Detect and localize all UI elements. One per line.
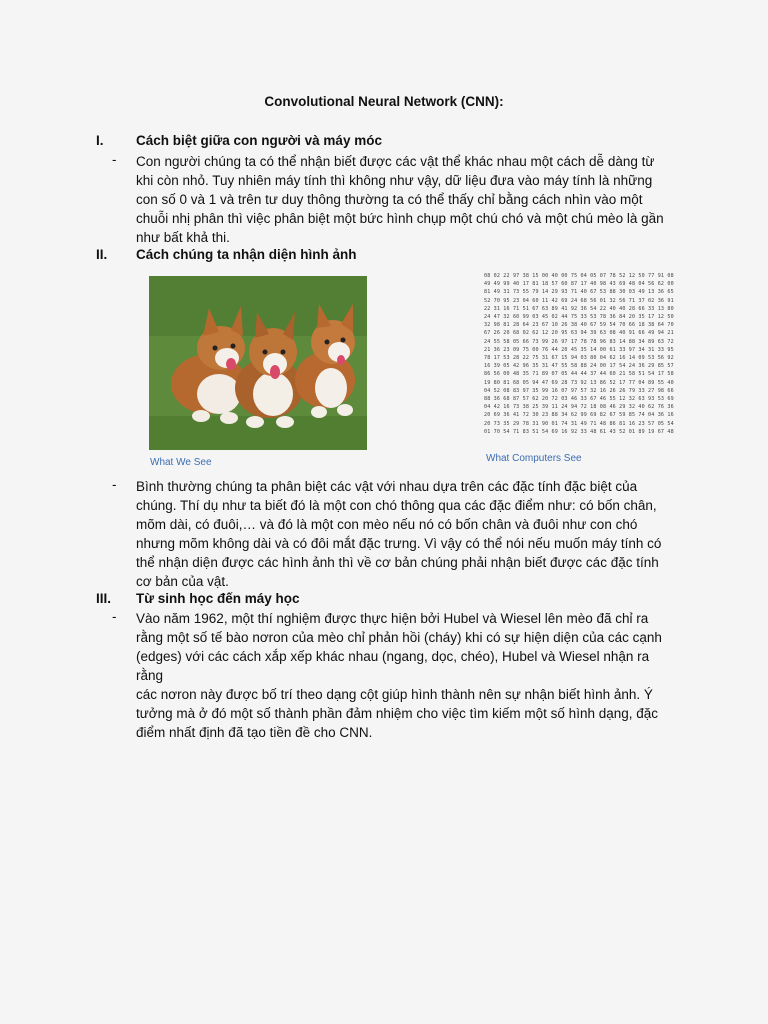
paragraph-2: [136, 477, 676, 591]
number-grid-row: 32 98 81 28 64 23 67 10 26 38 40 67 59 54 70 66 18 38 64 70: [484, 322, 674, 329]
paragraph-line: thể nhận diện được các hình ảnh thì về cơ bản chúng phải nhận biết được các đặc tính: [136, 555, 659, 570]
bullet-dash: -: [112, 609, 117, 624]
number-grid-row: 01 70 54 71 83 51 54 69 16 92 33 48 61 43 52 01 89 19 67 48: [484, 428, 674, 435]
paragraph-line: cơ bản của vật.: [136, 574, 229, 589]
paragraph-line: như bất khả thi.: [136, 230, 230, 245]
paragraph-line: tưởng mà ở đó một số thành phần đảm nhiệm cho việc tìm kiếm một số hình dạng, đặc: [136, 706, 659, 721]
section-heading-text: Từ sinh học đến máy học: [136, 591, 300, 606]
paragraph-line: Bình thường chúng ta phân biệt các vật với nhau dựa trên các đặc tính đặc biệt của: [136, 479, 638, 494]
paragraph-3: [136, 609, 676, 742]
number-grid-row: 08 02 22 97 38 15 00 40 00 75 04 05 07 78 52 12 50 77 91 08: [484, 273, 674, 279]
what-computers-see-caption: What Computers See: [486, 453, 582, 464]
bullet-dash: -: [112, 152, 117, 167]
number-grid-row: 24 55 58 05 66 73 99 26 97 17 78 78 96 83 14 88 34 89 63 72: [484, 338, 674, 345]
paragraph-line: nhưng mõm không dài và có đôi mắt đặc trưng. Vì vậy có thể nói nếu muốn máy tính có: [136, 536, 662, 551]
paragraph-line: rằng một số tế bào nơron của mèo chỉ phản hồi (cháy) khi có sự hiện diện của các cạnh: [136, 630, 662, 645]
number-grid-row: 67 26 20 68 02 62 12 20 95 63 94 39 63 08 40 91 66 49 94 21: [484, 330, 674, 337]
paragraph-line: chúng. Thí dụ như ta biết đó là một con chó thông qua các đặc điểm như: có bốn chân,: [136, 498, 657, 513]
paragraph-line: Con người chúng ta có thể nhận biết được các vật thể khác nhau một cách dễ dàng từ: [136, 154, 655, 169]
paragraph-line: khi còn nhỏ. Tuy nhiên máy tính thì không như vậy, dữ liệu đưa vào máy tính là những: [136, 173, 653, 188]
number-grid-row: 88 36 68 87 57 62 20 72 03 46 33 67 46 55 12 32 63 93 53 69: [484, 396, 674, 403]
number-grid-row: 19 80 81 68 05 94 47 69 28 73 92 13 86 52 17 77 04 89 55 40: [484, 379, 674, 386]
paragraph-line: các nơron này được bố trí theo dạng cột giúp hình thành nên sự nhận biết hình ảnh. Ý: [136, 687, 653, 702]
number-grid-row: 21 36 23 09 75 00 76 44 20 45 35 14 00 61 33 97 34 31 33 95: [484, 346, 674, 353]
bullet-dash: -: [112, 477, 117, 492]
number-grid-row: 78 17 53 28 22 75 31 67 15 94 03 80 04 62 16 14 09 53 56 92: [484, 355, 674, 362]
number-grid-row: 04 52 08 83 97 35 99 16 07 97 57 32 16 26 26 79 33 27 98 66: [484, 387, 674, 394]
number-grid-row: 16 39 05 42 96 35 31 47 55 58 88 24 00 17 54 24 36 29 85 57: [484, 363, 674, 370]
section-number: II.: [96, 247, 108, 262]
dogs-illustration: [149, 276, 367, 450]
number-grid-row: 04 42 16 73 38 25 39 11 24 94 72 18 08 46 29 32 40 62 76 36: [484, 404, 674, 411]
number-grid-row: 86 56 00 48 35 71 89 07 05 44 44 37 44 60 21 58 51 54 17 58: [484, 371, 674, 378]
number-grid-row: 24 47 32 60 99 03 45 02 44 75 33 53 78 36 84 20 35 17 12 50: [484, 314, 674, 321]
number-grid-row: 22 31 16 71 51 67 63 89 41 92 36 54 22 40 40 28 66 33 13 80: [484, 305, 674, 312]
paragraph-line: điểm nhất định đã tạo tiền đề cho CNN.: [136, 725, 373, 740]
what-we-see-caption: What We See: [150, 457, 212, 468]
number-grid-row: 52 70 95 23 04 60 11 42 69 24 68 56 01 32 56 71 37 02 36 91: [484, 297, 674, 304]
section-number: III.: [96, 591, 112, 606]
section-heading-text: Cách biệt giữa con người và máy móc: [136, 133, 382, 148]
paragraph-1: [136, 152, 676, 247]
paragraph-line: (edges) với các cách xắp xếp khác nhau (ngang, dọc, chéo), Hubel và Wiesel nhận ra rằng: [136, 649, 650, 683]
paragraph-line: mõm dài, có đuôi,… và đó là một con mèo nếu nó có bốn chân và đuôi như con chó: [136, 517, 638, 532]
paragraph-line: Vào năm 1962, một thí nghiệm được thực hiện bởi Hubel và Wiesel lên mèo đã chỉ ra: [136, 611, 649, 626]
number-grid-row: 49 49 99 40 17 81 18 57 60 87 17 40 98 43 69 48 04 56 62 00: [484, 281, 674, 288]
number-grid-row: 20 69 36 41 72 30 23 88 34 62 99 69 82 67 59 85 74 04 36 16: [484, 412, 674, 419]
paragraph-line: chuỗi nhị phân thì việc phân biệt một bức hình chụp một chú chó và một chú mèo là gần: [136, 211, 664, 226]
section-number: I.: [96, 133, 104, 148]
dogs-photo: [149, 276, 367, 450]
number-grid-row: 20 73 35 29 78 31 90 01 74 31 49 71 48 86 81 16 23 57 05 54: [484, 420, 674, 427]
section-heading-text: Cách chúng ta nhận diện hình ảnh: [136, 247, 357, 262]
document-title: Convolutional Neural Network (CNN):: [264, 94, 504, 109]
paragraph-line: con số 0 và 1 và trên tư duy thông thường ta có thể thấy chỉ bằng cách nhìn vào một: [136, 192, 643, 207]
number-grid-row: 81 49 31 73 55 79 14 29 93 71 40 67 53 88 30 03 49 13 36 65: [484, 289, 674, 296]
pixel-number-grid: [484, 272, 710, 448]
